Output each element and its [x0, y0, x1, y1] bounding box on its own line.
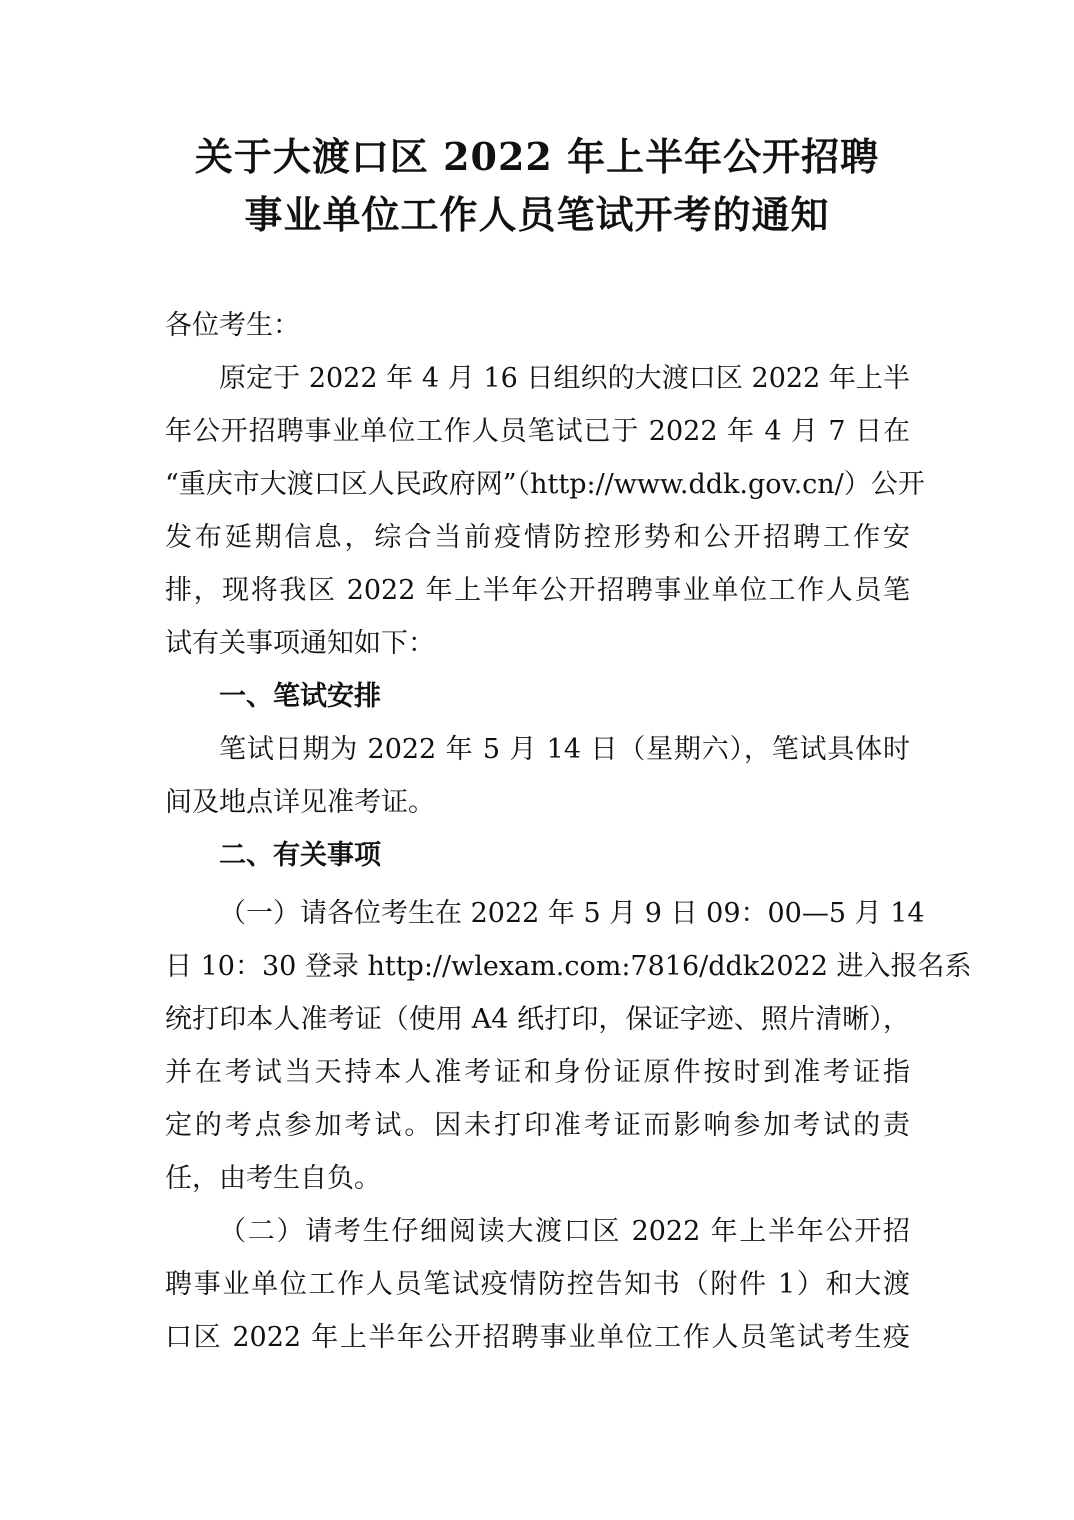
paragraph-1-line-3: “重庆市大渡口区人民政府网”（http://www.ddk.gov.cn/）公开: [165, 469, 925, 500]
salutation: 各位考生：: [165, 310, 300, 341]
paragraph-4-line-3: 口区 2022 年上半年公开招聘事业单位工作人员笔试考生疫: [165, 1322, 910, 1353]
document-title-line-2: 事业单位工作人员笔试开考的通知: [244, 192, 830, 237]
paragraph-3-line-1: （一）请各位考生在 2022 年 5 月 9 日 09：00—5 月 14: [219, 898, 925, 929]
document-title-line-1: 关于大渡口区 2022 年上半年公开招聘: [194, 134, 880, 179]
section-heading-2: 二、有关事项: [219, 840, 381, 871]
paragraph-2-line-1: 笔试日期为 2022 年 5 月 14 日（星期六），笔试具体时: [219, 734, 910, 765]
paragraph-3-line-2: 日 10：30 登录 http://wlexam.com:7816/ddk2022 进入报名系: [165, 951, 972, 982]
paragraph-4-line-1: （二）请考生仔细阅读大渡口区 2022 年上半年公开招: [219, 1216, 910, 1247]
paragraph-3-line-4: 并在考试当天持本人准考证和身份证原件按时到准考证指: [165, 1057, 910, 1088]
paragraph-1-line-4: 发布延期信息，综合当前疫情防控形势和公开招聘工作安: [165, 522, 910, 553]
paragraph-3-line-6: 任，由考生自负。: [165, 1163, 381, 1194]
paragraph-1-line-6: 试有关事项通知如下：: [165, 628, 435, 659]
paragraph-1-line-2: 年公开招聘事业单位工作人员笔试已于 2022 年 4 月 7 日在: [165, 416, 910, 447]
paragraph-4-line-2: 聘事业单位工作人员笔试疫情防控告知书（附件 1）和大渡: [165, 1269, 910, 1300]
section-heading-1: 一、笔试安排: [219, 681, 381, 712]
paragraph-1-line-1: 原定于 2022 年 4 月 16 日组织的大渡口区 2022 年上半: [219, 363, 910, 394]
paragraph-3-line-5: 定的考点参加考试。因未打印准考证而影响参加考试的责: [165, 1110, 910, 1141]
paragraph-1-line-5: 排，现将我区 2022 年上半年公开招聘事业单位工作人员笔: [165, 575, 910, 606]
paragraph-3-line-3: 统打印本人准考证（使用 A4 纸打印，保证字迹、照片清晰），: [165, 1004, 910, 1035]
paragraph-2-line-2: 间及地点详见准考证。: [165, 787, 435, 818]
